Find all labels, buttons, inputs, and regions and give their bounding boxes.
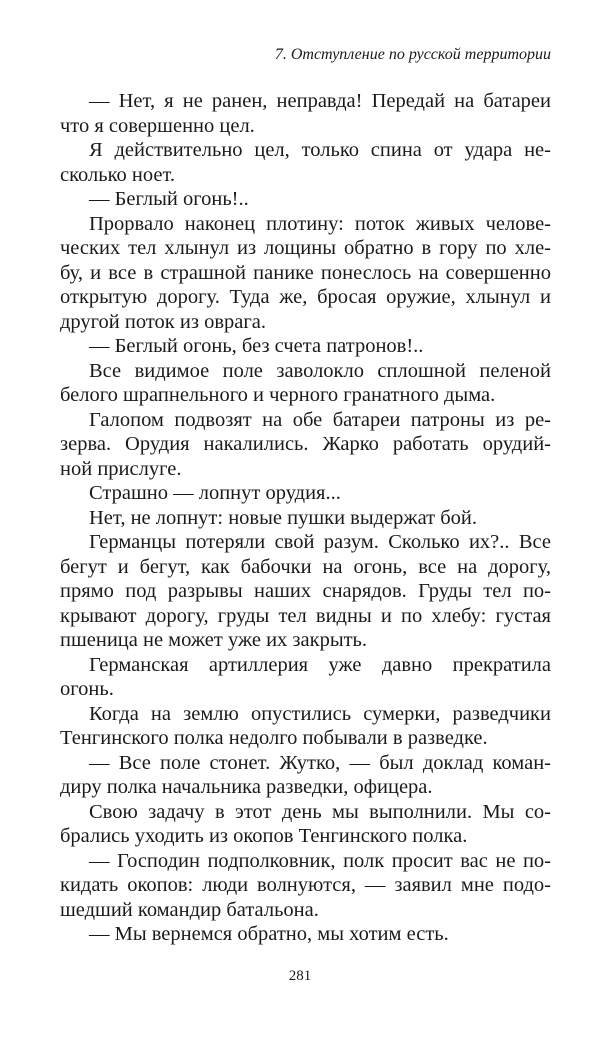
text-line: шедший командир батальона. [60,898,319,921]
text-line: брались уходить из окопов Тенгинского полка. [60,825,468,847]
text-line: ной прислуге. [60,457,182,480]
text-line: — Нет, я не ранен, неправда! Передай на батареи [89,90,551,112]
text-line: прямо под разрывы наших снарядов. Груды тел по- [60,580,551,602]
text-line: бу, и все в страшной панике понеслось на совершенно [60,261,551,284]
text-line: ческих тел хлынул из лощины обратно в гору по хле- [60,237,551,259]
text-line: Прорвало наконец плотину: поток живых челове- [89,212,551,235]
text-line: кидать окопов: люди волнуются, — заявил мне подо- [60,874,551,896]
text-line: что я совершенно цел. [60,114,255,137]
text-line: Галопом подвозят на обе батареи патроны из ре- [89,408,551,431]
text-line: Тенгинского полка недолго побывали в разведке. [60,727,488,749]
text-line: бегут и бегут, как бабочки на огонь, все на дорогу, [60,555,551,578]
text-line: Все видимое поле заволокло сплошной пеленой [89,359,551,382]
text-line: Германская артиллерия уже давно прекратила [89,653,551,676]
text-line: диру полка начальника разведки, офицера. [60,776,433,798]
text-line: — Беглый огонь!.. [89,188,249,210]
text-line: зерва. Орудия накалились. Жарко работать орудий- [60,433,551,455]
text-line: другой поток из оврага. [60,310,266,333]
text-line: Страшно — лопнут орудия... [89,482,341,504]
text-line: — Мы вернемся обратно, мы хотим есть. [89,923,449,945]
page-number: 281 [288,968,312,984]
text-line: Я действительно цел, только спина от удара не- [89,139,551,161]
text-line: — Все поле стонет. Жутко, — был доклад коман- [89,751,551,774]
text-line: Свою задачу в этот день мы выполнили. Мы со- [89,800,551,823]
text-line: крывают дорогу, груды тел видны и по хлебу: густая [60,604,551,627]
text-line: огонь. [60,678,114,700]
text-line: — Беглый огонь, без счета патронов!.. [89,335,424,357]
text-line: сколько ноет. [60,163,175,186]
text-line: открытую дорогу. Туда же, бросая оружие, хлынул и [60,286,551,308]
text-line: — Господин подполковник, полк просит вас не по- [89,849,551,872]
text-line: Когда на землю опустились сумерки, разведчики [89,702,551,725]
text-line: Нет, не лопнут: новые пушки выдержат бой. [89,506,477,529]
text-line: пшеница не может уже их закрыть. [60,629,368,651]
text-line: белого шрапнельного и черного гранатного дыма. [60,384,496,406]
running-head: 7. Отступление по русской территории [274,46,551,63]
text-line: Германцы потеряли свой разум. Сколько их?.. Все [89,531,551,553]
